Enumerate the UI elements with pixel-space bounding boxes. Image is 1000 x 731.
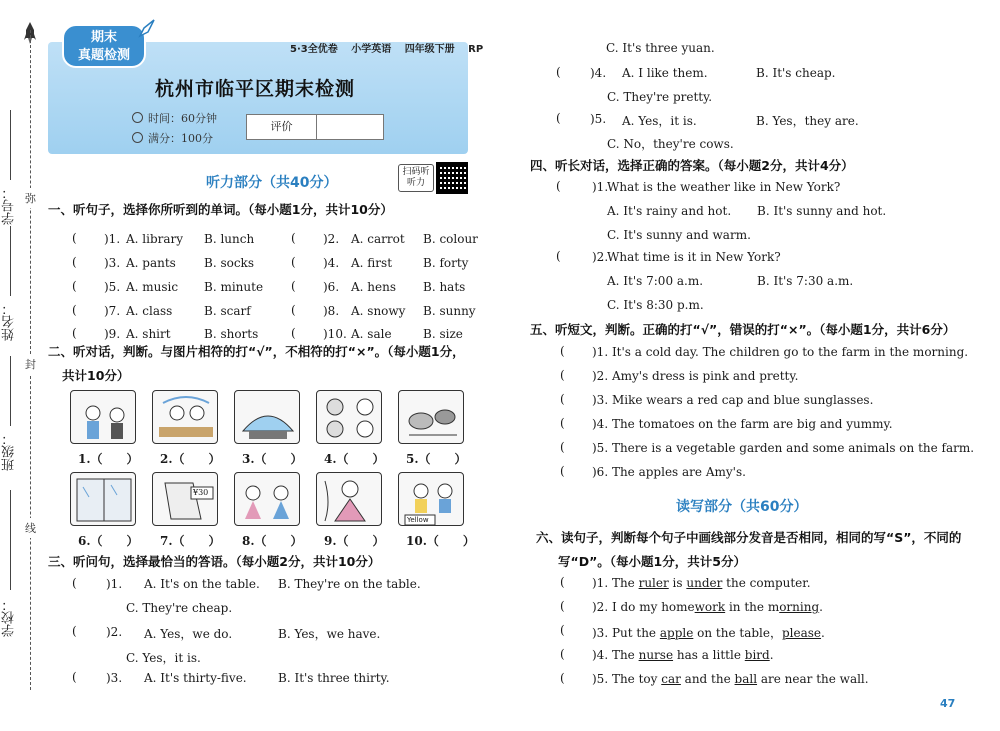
picture-answer-5[interactable]: 5.（ ） [406,452,467,466]
option-b[interactable]: B. It's 7:30 a.m. [757,274,854,288]
option-b[interactable]: B. colour [423,232,478,246]
option-a[interactable]: A. It's on the table. [144,577,260,591]
option-a[interactable]: A. shirt [126,327,171,341]
sentence [592,600,823,614]
answer-blank[interactable]: ( [72,303,77,317]
section-5-heading: 五、听短文，判断。正确的打“√”，错误的打“×”。（每小题1分，共计6分） [530,322,956,337]
sentence-text: has a little [673,648,745,662]
picture-illustration [235,391,300,444]
picture-8 [234,472,300,526]
full-score: 满分：100分 [132,130,213,146]
underlined-word: car [661,672,681,686]
question-number: )1. [104,232,121,246]
option-a[interactable]: A. carrot [351,232,405,246]
answer-blank[interactable]: ( [72,231,77,245]
seal-char-3: 线 [25,518,36,538]
student-number-rule [10,110,11,180]
statement: )1. It's a cold day. The children go to the farm in the morning. [592,345,969,359]
section-4-heading: 四、听长对话，选择正确的答案。（每小题2分，共计4分） [530,158,854,173]
underlined-word: orning [779,600,820,614]
picture-illustration [71,473,136,526]
question-number: )3. [104,256,121,270]
picture-answer-3[interactable]: 3.（ ） [242,452,303,466]
clock-icon [132,112,143,123]
picture-10 [398,472,464,526]
sentence-text: the computer. [722,576,811,590]
picture-7 [152,472,218,526]
badge-line-1: 期末 [90,30,117,45]
class-rule [10,356,11,426]
section-2-heading-line1: 二、听对话，判断。与图片相符的打“√”，不相符的打“×”。（每小题1分， [48,344,465,359]
option-c[interactable]: C. They're cheap. [126,601,233,615]
answer-blank[interactable]: ( [560,623,565,637]
answer-blank[interactable]: ( [560,392,565,406]
answer-blank[interactable]: ( [556,179,561,193]
answer-blank[interactable]: ( [72,279,77,293]
reading-part-title: 读写部分（共60分） [676,499,808,515]
option-b[interactable]: B. shorts [204,327,259,341]
picture-4 [316,390,382,444]
option-b[interactable]: B. minute [204,280,264,294]
section-3-heading: 三、听问句，选择最恰当的答语。（每小题2分，共计10分） [48,554,381,569]
sentence-text: . [769,648,774,662]
sentence-text: in the m [725,600,780,614]
answer-blank[interactable]: ( [72,576,77,590]
sentence-text: )3. Put the [592,626,660,640]
answer-blank[interactable]: ( [291,231,296,245]
question-number: )1. [106,577,123,591]
sentence-text: are near the wall. [757,672,869,686]
option-b[interactable]: B. It's cheap. [756,66,836,80]
question-number: )8. [323,304,340,318]
picture-answer-2[interactable]: 2.（ ） [160,452,221,466]
picture-6 [70,472,136,526]
answer-blank[interactable]: ( [560,599,565,613]
binding-strip [0,0,44,731]
option-b[interactable]: B. It's three thirty. [278,671,390,685]
sentence [592,672,869,686]
picture-answer-1[interactable]: 1.（ ） [78,452,139,466]
question-number: )2. [323,232,340,246]
option-a[interactable]: A. first [351,256,393,270]
option-a[interactable]: A. It's rainy and hot. [607,204,732,218]
statement: )2. Amy's dress is pink and pretty. [592,369,799,383]
question-number: )5. [590,112,607,126]
name-label: 姓名： [2,302,17,341]
sentence-text: )2. I do my home [592,600,695,614]
picture-answer-9[interactable]: 9.（ ） [324,534,385,548]
section-1-heading: 一、听句子，选择你所听到的单词。（每小题1分，共计10分） [48,202,393,217]
statement: )3. Mike wears a red cap and blue sunglasses. [592,393,874,407]
option-b[interactable]: B. socks [204,256,254,270]
school-label: 学校： [2,598,17,637]
sentence-text: is [668,576,687,590]
option-b[interactable]: B. Yes，they are. [756,114,859,128]
statement: )4. The tomatoes on the farm are big and yummy. [592,417,893,431]
book-info [290,40,493,55]
option-a[interactable]: A. snowy [351,304,406,318]
picture-illustration [235,473,300,526]
name-rule [10,226,11,296]
school-rule [10,490,11,590]
option-b[interactable]: B. forty [423,256,469,270]
answer-blank[interactable]: ( [72,255,77,269]
answer-blank[interactable]: ( [560,368,565,382]
underlined-word: ruler [638,576,669,590]
answer-blank[interactable]: ( [560,647,565,661]
answer-blank[interactable]: ( [72,624,77,638]
question-text: What is the weather like in New York? [607,180,841,194]
option-a[interactable]: A. class [126,304,173,318]
underlined-word: under [686,576,723,590]
picture-illustration [153,391,218,444]
picture-answer-4[interactable]: 4.（ ） [324,452,385,466]
evaluation-field[interactable] [317,115,383,139]
badge-line-2: 真题检测 [77,48,130,63]
picture-1 [70,390,136,444]
option-a[interactable]: A. I like them. [622,66,708,80]
answer-blank[interactable]: ( [72,670,77,684]
question-number: )10. [323,327,347,341]
option-c[interactable]: C. Yes，it is. [126,651,201,665]
option-a[interactable]: A. hens [351,280,397,294]
grade-name: 四年级下册 [404,44,455,55]
answer-blank[interactable]: ( [560,464,565,478]
answer-blank[interactable]: ( [72,326,77,340]
answer-blank[interactable]: ( [556,65,561,79]
evaluation-box [246,114,384,140]
question-number: )6. [323,280,340,294]
picture-answer-7[interactable]: 7.（ ） [160,534,221,548]
option-b[interactable]: B. lunch [204,232,255,246]
qr-code-icon[interactable] [436,162,468,194]
question-number: )4. [590,66,607,80]
question-number: )5. [104,280,121,294]
picture-3 [234,390,300,444]
option-a[interactable]: A. It's 7:00 a.m. [607,274,704,288]
answer-blank[interactable]: ( [560,440,565,454]
answer-blank[interactable]: ( [291,303,296,317]
question-number: )2. [592,250,609,264]
underlined-word: apple [659,626,694,640]
underlined-word: ball [734,672,758,686]
question-number: )3. [106,671,123,685]
exam-badge [62,24,146,68]
question-number: )7. [104,304,121,318]
sentence-text: )4. The [592,648,639,662]
picture-answer-8[interactable]: 8.（ ） [242,534,303,548]
sentence-text: . [819,600,823,614]
student-number-label: 学号： [2,186,17,225]
answer-blank[interactable]: ( [556,249,561,263]
picture-answer-10[interactable]: 10.（ ） [406,534,475,548]
statement: )5. There is a vegetable garden and some animals on the farm. [592,441,975,455]
picture-5 [398,390,464,444]
question-number: )2. [106,625,123,639]
check-circle-icon [132,132,143,143]
exam-title: 杭州市临平区期末检测 [155,78,356,100]
underlined-word: bird [744,648,770,662]
question-number: )9. [104,327,121,341]
seal-char-2: 封 [25,354,36,374]
section-2-heading-line2: 共计10分） [62,368,130,383]
subject-name: 小学英语 [351,44,392,55]
seal-char-1: 弥 [25,188,36,208]
sentence-text: on the table， [693,626,782,640]
option-a[interactable]: A. sale [351,327,392,341]
sentence-text: . [821,626,825,640]
option-a[interactable]: A. music [126,280,179,294]
question-text: What time is it in New York? [607,250,781,264]
statement: )6. The apples are Amy's. [592,465,746,479]
picture-9 [316,472,382,526]
time-limit: 时间：60分钟 [132,110,217,126]
option-a[interactable]: A. Yes，we do. [144,627,233,641]
edition-name: RP [468,44,484,55]
picture-illustration [71,391,136,444]
sentence-text: and the [680,672,735,686]
question-number: )4. [323,256,340,270]
underlined-word: work [694,600,726,614]
underlined-word: nurse [638,648,674,662]
option-c[interactable]: C. No，they're cows. [607,137,734,151]
underlined-word: please [781,626,822,640]
sentence-text: )5. The toy [592,672,662,686]
yellow-tag: Yellow [407,516,429,524]
option-a[interactable]: A. Yes，it is. [622,114,697,128]
section-6-heading-line1: 六、读句子，判断每个句子中画线部分发音是否相同，相同的写“S”，不同的 [536,530,962,545]
option-c[interactable]: C. It's sunny and warm. [607,228,751,242]
answer-blank[interactable]: ( [291,255,296,269]
section-6-heading-line2: 写“D”。（每小题1分，共计5分） [558,554,746,569]
option-a[interactable]: A. library [126,232,184,246]
sentence [592,648,774,662]
qr-caption: 扫码听听力 [398,164,434,192]
sentence-text: )1. The [592,576,639,590]
option-c[interactable]: C. It's 8:30 p.m. [607,298,704,312]
answer-blank[interactable]: ( [291,279,296,293]
answer-blank[interactable]: ( [560,575,565,589]
page-number: 47 [940,697,956,710]
option-a[interactable]: A. It's thirty-five. [144,671,247,685]
sentence [592,624,825,641]
picture-illustration [317,473,382,526]
answer-blank[interactable]: ( [560,344,565,358]
option-b[interactable]: B. It's sunny and hot. [757,204,887,218]
evaluation-label: 评价 [247,115,317,139]
answer-blank[interactable]: ( [560,416,565,430]
rocket-icon [138,18,158,38]
option-b[interactable]: B. size [423,327,463,341]
series-name: 5·3全优卷 [290,44,338,55]
picture-illustration [317,391,382,444]
class-label: 班级： [2,432,17,471]
question-number: )1. [592,180,609,194]
answer-blank[interactable]: ( [291,326,296,340]
picture-answer-6[interactable]: 6.（ ） [78,534,139,548]
picture-illustration [399,391,464,444]
option-b[interactable]: B. They're on the table. [278,577,421,591]
price-tag: ¥30 [193,488,209,497]
answer-blank[interactable]: ( [560,671,565,685]
listening-part-title: 听力部分（共40分） [206,175,338,191]
answer-blank[interactable]: ( [556,111,561,125]
picture-illustration [153,473,218,526]
option-b[interactable]: B. scarf [204,304,251,318]
option-c[interactable]: C. It's three yuan. [606,41,715,55]
option-b[interactable]: B. Yes，we have. [278,627,381,641]
picture-2 [152,390,218,444]
option-b[interactable]: B. hats [423,280,466,294]
sentence [592,576,811,590]
option-a[interactable]: A. pants [126,256,176,270]
option-b[interactable]: B. sunny [423,304,476,318]
option-c[interactable]: C. They're pretty. [607,90,713,104]
